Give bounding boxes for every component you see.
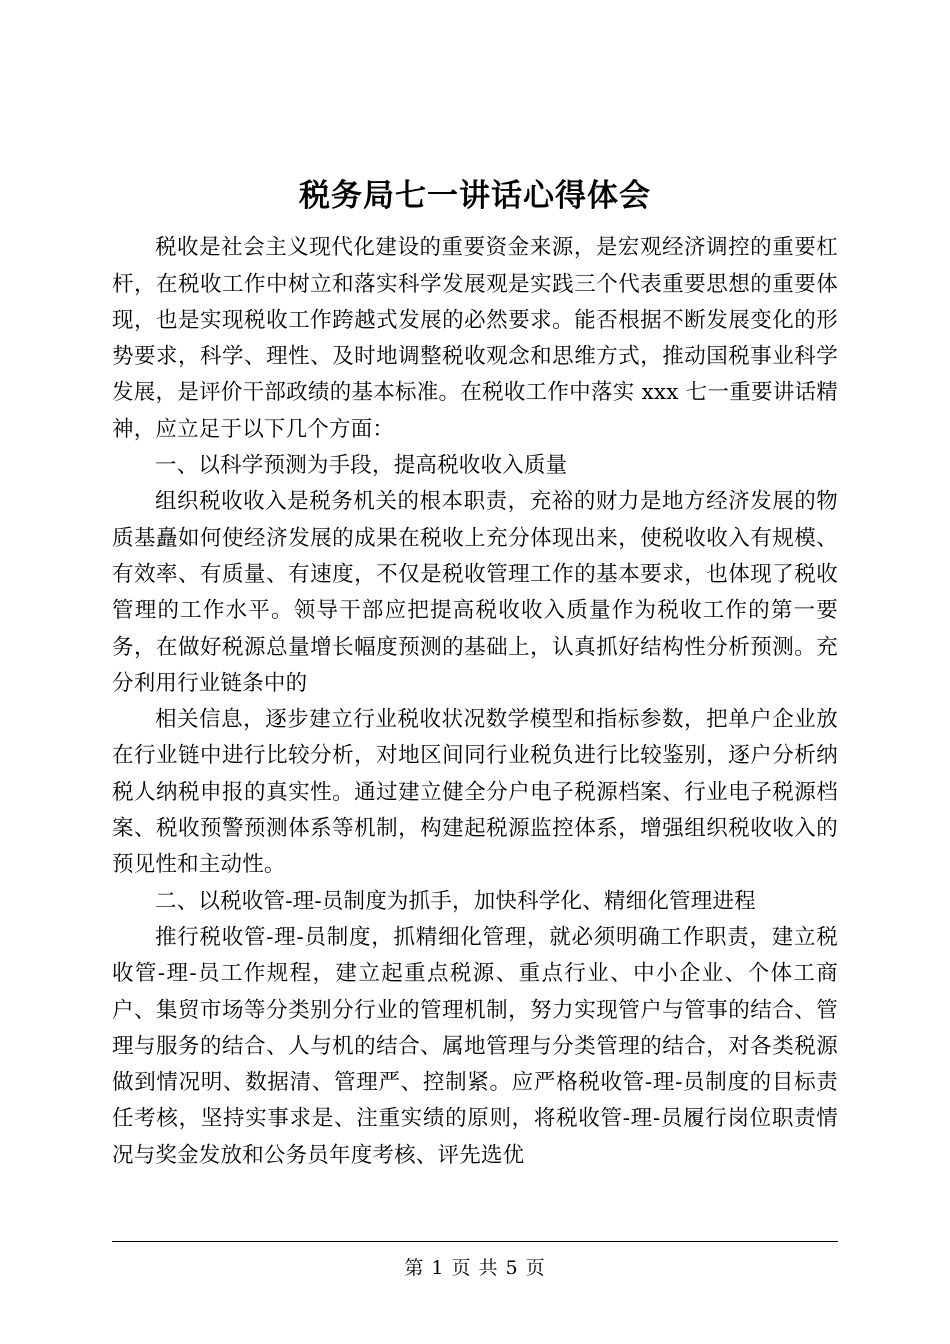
paragraph: 相关信息，逐步建立行业税收状况数学模型和指标参数，把单户企业放在行业链中进行比较分析，对地区间同行业税负进行比较鉴别，逐户分析纳税人纳税申报的真实性。通过建立健全分户电子税源档案、行业电子税源档案、税收预警预测体系等机制，构建起税源监控体系，增强组织税收收入的预见性和主动性。 xyxy=(112,707,838,878)
footer-divider xyxy=(112,1241,838,1242)
paragraph: 一、以科学预测为手段，提高税收收入质量 xyxy=(155,453,568,479)
page-number: 第 1 页 共 5 页 xyxy=(404,1257,546,1279)
paragraph: 组织税收收入是税务机关的根本职责，充裕的财力是地方经济发展的物质基矗如何使经济发展的成果在税收上充分体现出来，使税收收入有规模、有效率、有质量、有速度，不仅是税收管理工作的基本要求，也体现了税收管理的工作水平。领导干部应把提高税收收入质量作为税收工作的第一要务，在做好税源总量增长幅度预测的基础上，认真抓好结构性分析预测。充分利用行业链条中的 xyxy=(112,489,838,696)
page-footer xyxy=(0,1253,950,1280)
document-body xyxy=(112,230,838,1174)
paragraph: 推行税收管-理-员制度，抓精细化管理，就必须明确工作职责，建立税收管-理-员工作规程，建立起重点税源、重点行业、中小企业、个体工商户、集贸市场等分类别分行业的管理机制，努力实现管户与管事的结合、管理与服务的结合、人与机的结合、属地管理与分类管理的结合，对各类税源做到情况明、数据清、管理严、控制紧。应严格税收管-理-员制度的目标责任考核，坚持实事求是、注重实绩的原则，将税收管-理-员履行岗位职责情况与奖金发放和公务员年度考核、评先选优 xyxy=(112,924,838,1168)
paragraph: 税收是社会主义现代化建设的重要资金来源，是宏观经济调控的重要杠杆，在税收工作中树立和落实科学发展观是实践三个代表重要思想的重要体现，也是实现税收工作跨越式发展的必然要求。能否根据不断发展变化的形势要求，科学、理性、及时地调整税收观念和思维方式，推动国税事业科学发展，是评价干部政绩的基本标准。在税收工作中落实 xxx 七一重要讲话精神，应立足于以下几个方面： xyxy=(112,235,838,442)
paragraph: 二、以税收管-理-员制度为抓手，加快科学化、精细化管理进程 xyxy=(155,888,756,914)
page-title: 税务局七一讲话心得体会 xyxy=(299,178,651,214)
